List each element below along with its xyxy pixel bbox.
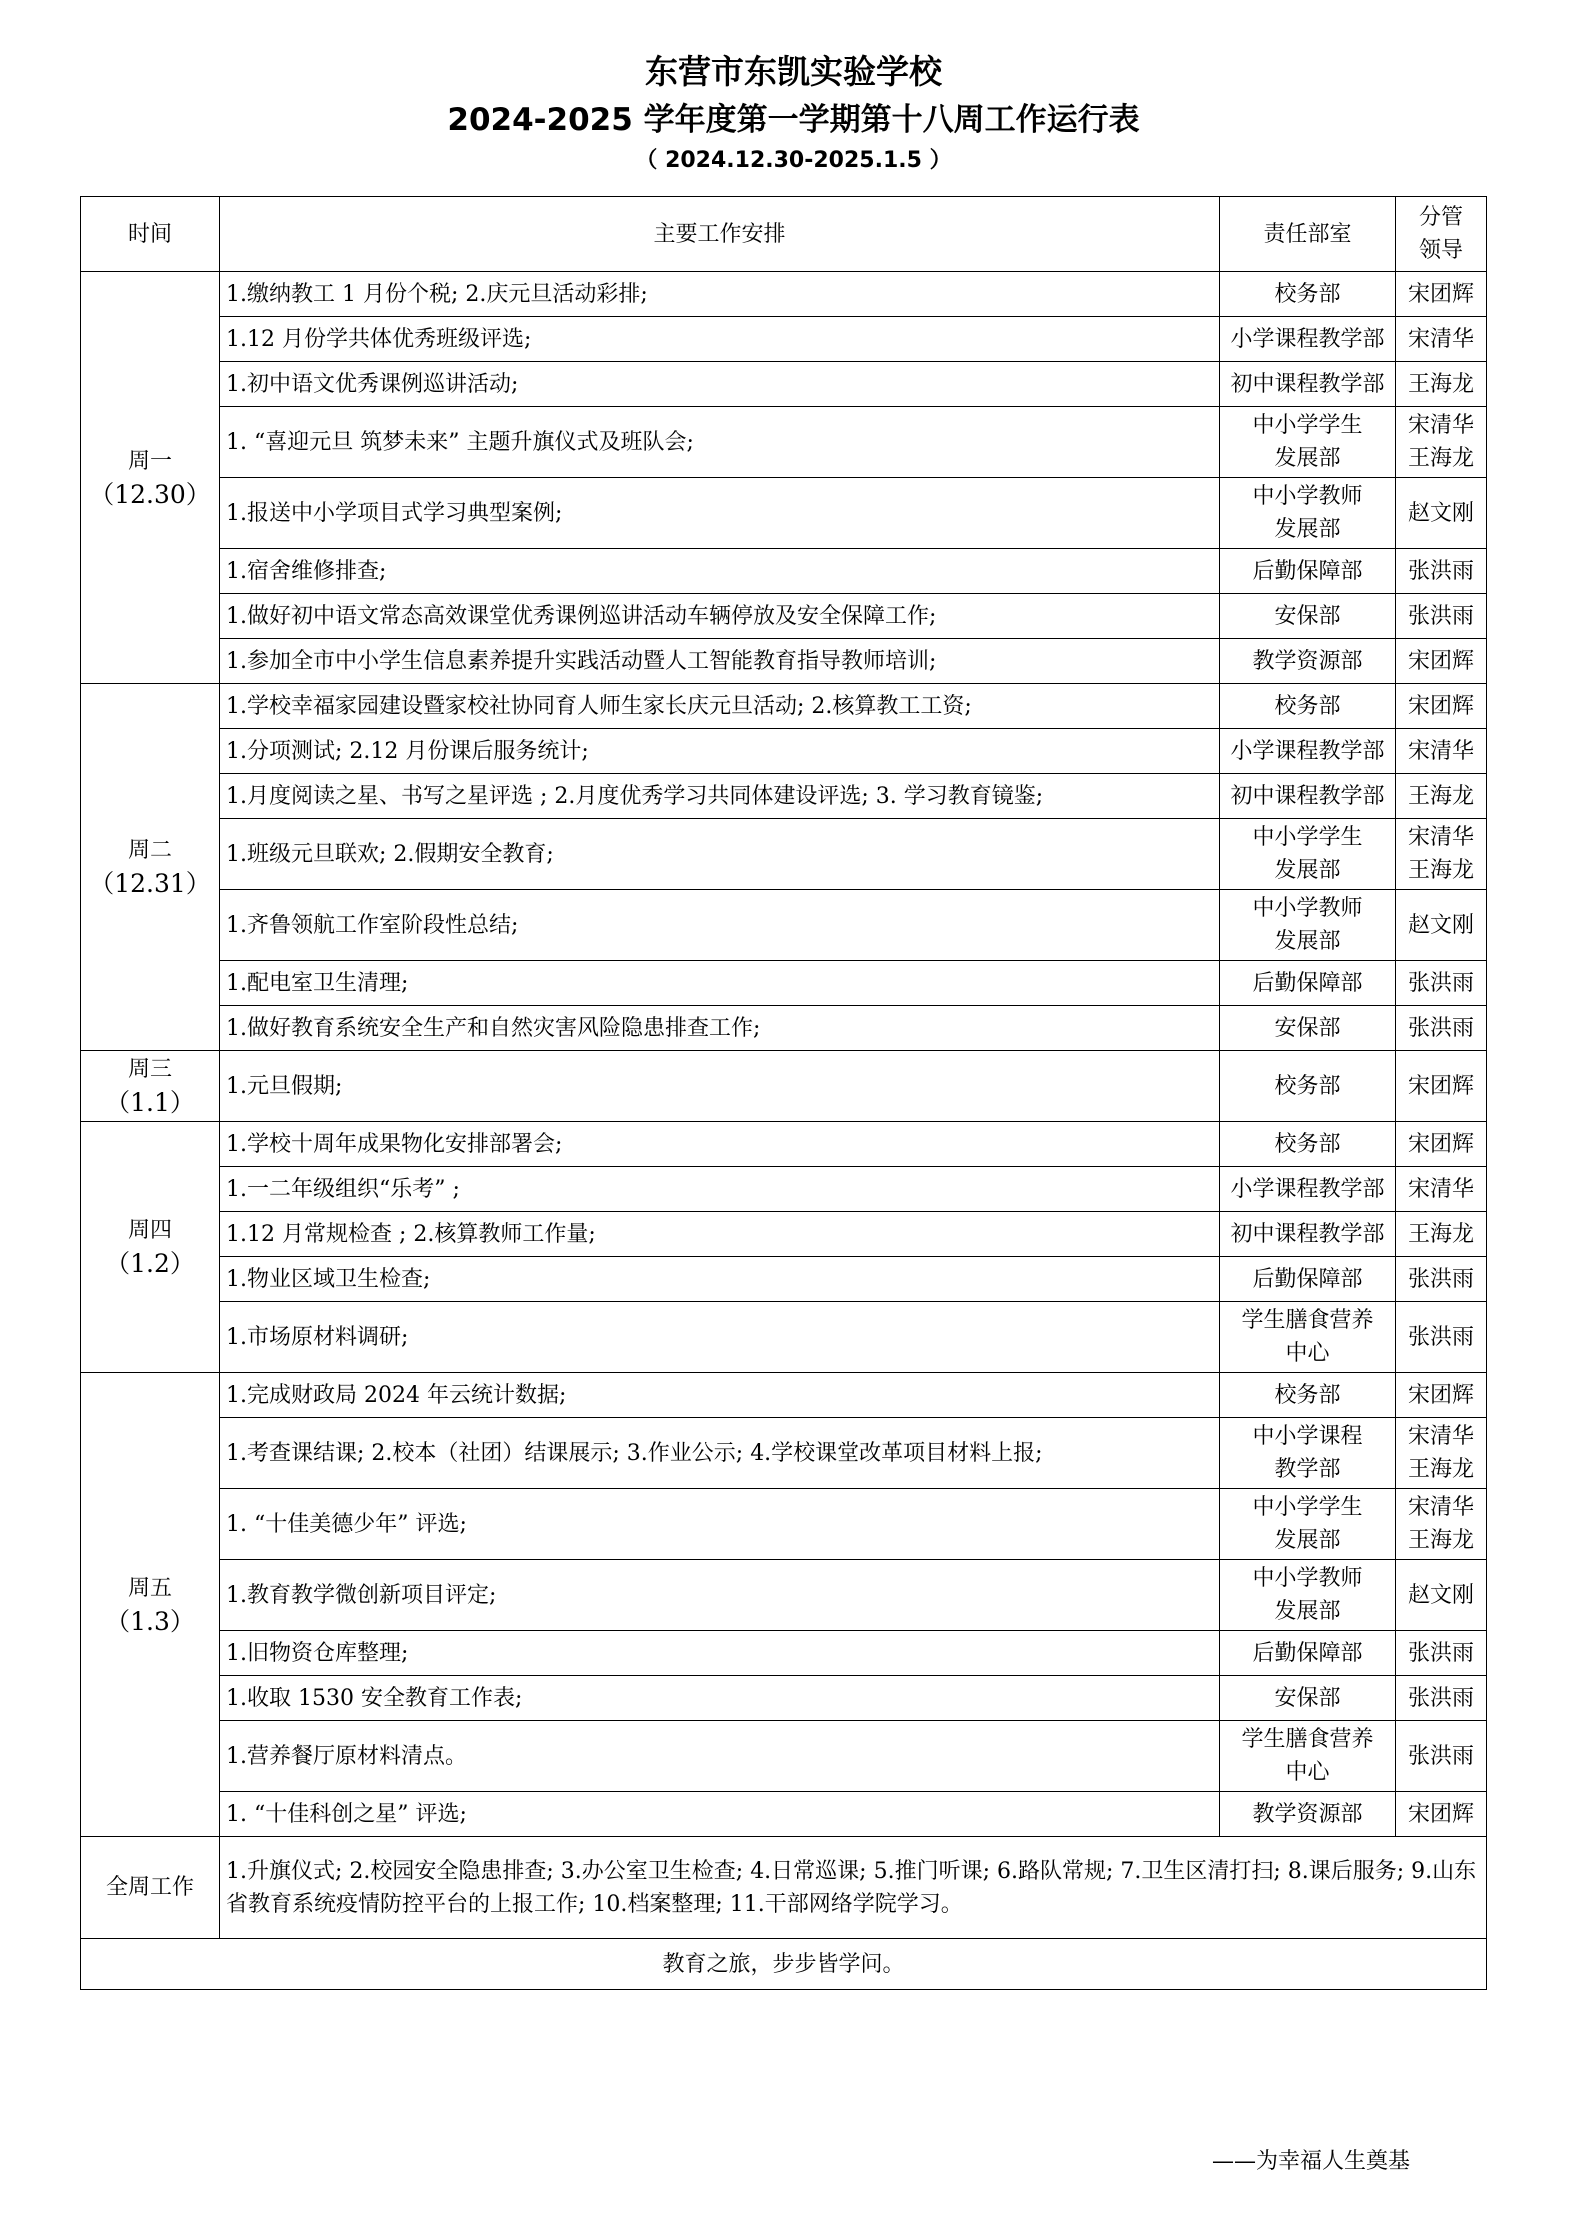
day-date: （12.31） — [89, 869, 211, 898]
task-cell: 1.12 月份学共体优秀班级评选; — [220, 317, 1220, 362]
task-cell: 1.齐鲁领航工作室阶段性总结; — [220, 890, 1220, 961]
day-date: （12.30） — [89, 479, 211, 509]
dept-line: 校务部 — [1274, 1131, 1341, 1157]
task-cell: 1.完成财政局 2024 年云统计数据; — [220, 1373, 1220, 1418]
header-lead-line2: 领导 — [1418, 238, 1463, 263]
lead-line: 宋团辉 — [1407, 1801, 1474, 1827]
dept-cell — [1220, 594, 1396, 639]
day-name: 周四 — [127, 1218, 172, 1243]
task-cell: 1.元旦假期; — [220, 1051, 1220, 1122]
dept-line: 中小学教师 — [1252, 1566, 1363, 1591]
table-row — [81, 729, 1487, 774]
lead-line: 张洪雨 — [1407, 1324, 1474, 1350]
day-name: 周二 — [127, 838, 172, 863]
lead-cell — [1396, 1212, 1487, 1257]
day-name: 周五 — [127, 1575, 172, 1601]
lead-line: 宋清华 — [1407, 413, 1474, 438]
lead-line: 宋团辉 — [1407, 1382, 1474, 1408]
task-cell: 1.学校幸福家园建设暨家校社协同育人师生家长庆元旦活动; 2.核算教工工资; — [220, 684, 1220, 729]
dept-cell — [1220, 961, 1396, 1006]
lead-cell — [1396, 1631, 1487, 1676]
lead-line: 王海龙 — [1407, 371, 1474, 397]
lead-line: 张洪雨 — [1407, 1685, 1474, 1711]
dept-line: 学生膳食营养 — [1241, 1308, 1374, 1333]
table-row — [81, 1167, 1487, 1212]
dept-cell — [1220, 1373, 1396, 1418]
dept-cell — [1220, 1418, 1396, 1489]
dept-line: 后勤保障部 — [1252, 558, 1363, 584]
lead-line: 张洪雨 — [1407, 970, 1474, 996]
lead-cell — [1396, 684, 1487, 729]
day-name: 周三 — [127, 1057, 172, 1082]
lead-cell — [1396, 1167, 1487, 1212]
lead-cell — [1396, 890, 1487, 961]
motto: 教育之旅，步步皆学问。 — [81, 1939, 1487, 1990]
lead-line: 王海龙 — [1407, 858, 1474, 883]
lead-line: 宋清华 — [1407, 1495, 1474, 1520]
lead-cell — [1396, 407, 1487, 478]
lead-line: 宋团辉 — [1407, 1131, 1474, 1157]
table-row — [81, 1792, 1487, 1837]
lead-line: 宋团辉 — [1407, 693, 1474, 719]
header-time: 时间 — [81, 197, 220, 272]
task-cell: 1.参加全市中小学生信息素养提升实践活动暨人工智能教育指导教师培训; — [220, 639, 1220, 684]
table-row — [81, 639, 1487, 684]
dept-cell — [1220, 1212, 1396, 1257]
dept-line: 教学资源部 — [1252, 1801, 1363, 1827]
header-tasks: 主要工作安排 — [220, 197, 1220, 272]
task-cell: 1.12 月常规检查 ; 2.核算教师工作量; — [220, 1212, 1220, 1257]
dept-cell — [1220, 549, 1396, 594]
dept-line: 安保部 — [1274, 1015, 1341, 1041]
table-row — [81, 272, 1487, 317]
lead-cell — [1396, 774, 1487, 819]
task-cell: 1.营养餐厅原材料清点。 — [220, 1721, 1220, 1792]
lead-line: 王海龙 — [1407, 1528, 1474, 1553]
dept-line: 初中课程教学部 — [1230, 1221, 1385, 1247]
dept-cell — [1220, 890, 1396, 961]
day-date: （1.2） — [105, 1249, 195, 1278]
all-week-row — [81, 1837, 1487, 1939]
motto-row — [81, 1939, 1487, 1990]
dept-cell — [1220, 729, 1396, 774]
dept-line: 中小学学生 — [1252, 825, 1363, 850]
dept-line: 发展部 — [1274, 517, 1341, 542]
lead-cell — [1396, 594, 1487, 639]
table-row — [81, 317, 1487, 362]
lead-line: 宋清华 — [1407, 1176, 1474, 1202]
lead-cell — [1396, 1489, 1487, 1560]
task-cell: 1.班级元旦联欢; 2.假期安全教育; — [220, 819, 1220, 890]
dept-line: 教学部 — [1274, 1457, 1341, 1482]
lead-line: 张洪雨 — [1407, 1640, 1474, 1666]
dept-cell — [1220, 1721, 1396, 1792]
lead-line: 王海龙 — [1407, 1457, 1474, 1482]
day-cell — [81, 1122, 220, 1373]
task-cell: 1.配电室卫生清理; — [220, 961, 1220, 1006]
table-row — [81, 1373, 1487, 1418]
dept-cell — [1220, 1257, 1396, 1302]
date-range: （ 2024.12.30-2025.1.5 ） — [635, 148, 952, 173]
task-cell: 1.报送中小学项目式学习典型案例; — [220, 478, 1220, 549]
lead-line: 宋团辉 — [1407, 1073, 1474, 1099]
lead-cell — [1396, 549, 1487, 594]
table-row — [81, 1489, 1487, 1560]
lead-line: 张洪雨 — [1407, 558, 1474, 584]
task-cell: 1.月度阅读之星、书写之星评选 ; 2.月度优秀学习共同体建设评选; 3. 学习教育镜鉴; — [220, 774, 1220, 819]
dept-cell — [1220, 774, 1396, 819]
dept-cell — [1220, 1631, 1396, 1676]
task-cell: 1.市场原材料调研; — [220, 1302, 1220, 1373]
table-row — [81, 684, 1487, 729]
dept-line: 中小学学生 — [1252, 413, 1363, 438]
lead-cell — [1396, 1792, 1487, 1837]
lead-line: 赵文刚 — [1407, 500, 1474, 526]
dept-line: 后勤保障部 — [1252, 1640, 1363, 1666]
footer-slogan: ——为幸福人生奠基 — [1212, 2149, 1411, 2174]
dept-cell — [1220, 1006, 1396, 1051]
dept-line: 中小学教师 — [1252, 484, 1363, 509]
dept-line: 学生膳食营养 — [1241, 1727, 1374, 1752]
dept-cell — [1220, 1122, 1396, 1167]
all-week-text: 1.升旗仪式; 2.校园安全隐患排查; 3.办公室卫生检查; 4.日常巡课; 5.推门听课; 6.路队常规; 7.卫生区清打扫; 8.课后服务; 9.山东省教育系统疫情防控平台的上报工作; 10.档案整理; 11.干部网络学院学习。 — [220, 1837, 1487, 1939]
lead-cell — [1396, 1051, 1487, 1122]
task-cell: 1.教育教学微创新项目评定; — [220, 1560, 1220, 1631]
lead-cell — [1396, 272, 1487, 317]
dept-line: 校务部 — [1274, 693, 1341, 719]
table-row — [81, 407, 1487, 478]
task-cell: 1.物业区域卫生检查; — [220, 1257, 1220, 1302]
header-dept: 责任部室 — [1220, 197, 1396, 272]
task-cell: 1.做好初中语文常态高效课堂优秀课例巡讲活动车辆停放及安全保障工作; — [220, 594, 1220, 639]
dept-line: 教学资源部 — [1252, 648, 1363, 674]
lead-line: 宋清华 — [1407, 326, 1474, 352]
table-row — [81, 961, 1487, 1006]
header-lead — [1396, 197, 1487, 272]
lead-cell — [1396, 362, 1487, 407]
table-row — [81, 1302, 1487, 1373]
lead-line: 王海龙 — [1407, 1221, 1474, 1247]
lead-line: 宋清华 — [1407, 738, 1474, 764]
lead-line: 张洪雨 — [1407, 603, 1474, 629]
task-cell: 1.一二年级组织“乐考” ; — [220, 1167, 1220, 1212]
lead-cell — [1396, 317, 1487, 362]
day-cell — [81, 1373, 220, 1837]
lead-line: 赵文刚 — [1407, 1582, 1474, 1608]
day-date: （1.1） — [105, 1088, 195, 1117]
lead-line: 宋清华 — [1407, 825, 1474, 850]
day-cell — [81, 272, 220, 684]
dept-line: 安保部 — [1274, 1685, 1341, 1711]
dept-cell — [1220, 639, 1396, 684]
dept-line: 小学课程教学部 — [1230, 1176, 1385, 1202]
task-cell: 1.旧物资仓库整理; — [220, 1631, 1220, 1676]
table-row — [81, 594, 1487, 639]
dept-line: 后勤保障部 — [1252, 970, 1363, 996]
dept-cell — [1220, 272, 1396, 317]
table-row — [81, 819, 1487, 890]
table-header-row — [81, 197, 1487, 272]
lead-cell — [1396, 1418, 1487, 1489]
dept-cell — [1220, 1489, 1396, 1560]
table-row — [81, 1006, 1487, 1051]
lead-line: 张洪雨 — [1407, 1015, 1474, 1041]
all-week-label: 全周工作 — [81, 1837, 220, 1939]
dept-line: 中心 — [1285, 1760, 1330, 1785]
dept-line: 小学课程教学部 — [1230, 326, 1385, 352]
dept-cell — [1220, 478, 1396, 549]
dept-line: 校务部 — [1274, 281, 1341, 307]
task-cell: 1.分项测试; 2.12 月份课后服务统计; — [220, 729, 1220, 774]
dept-line: 发展部 — [1274, 858, 1341, 883]
lead-line: 王海龙 — [1407, 783, 1474, 809]
dept-line: 校务部 — [1274, 1073, 1341, 1099]
lead-cell — [1396, 1302, 1487, 1373]
table-row — [81, 1631, 1487, 1676]
task-cell: 1.宿舍维修排查; — [220, 549, 1220, 594]
table-row — [81, 549, 1487, 594]
dept-cell — [1220, 1167, 1396, 1212]
lead-line: 宋团辉 — [1407, 281, 1474, 307]
dept-line: 中小学课程 — [1252, 1424, 1363, 1449]
lead-line: 王海龙 — [1407, 446, 1474, 471]
day-cell — [81, 1051, 220, 1122]
task-cell: 1. “十佳科创之星” 评选; — [220, 1792, 1220, 1837]
table-row — [81, 1721, 1487, 1792]
dept-cell — [1220, 362, 1396, 407]
day-name: 周一 — [127, 448, 172, 474]
lead-line: 宋团辉 — [1407, 648, 1474, 674]
summary-body — [81, 1837, 1487, 1990]
dept-cell — [1220, 1051, 1396, 1122]
school-name: 东营市东凯实验学校 — [645, 52, 942, 91]
day-date: （1.3） — [105, 1606, 195, 1636]
document-title: 2024-2025 学年度第一学期第十八周工作运行表 — [447, 102, 1140, 138]
dept-line: 初中课程教学部 — [1230, 371, 1385, 397]
lead-cell — [1396, 1122, 1487, 1167]
dept-line: 发展部 — [1274, 1599, 1341, 1624]
document-header — [0, 48, 1587, 178]
dept-cell — [1220, 1302, 1396, 1373]
task-cell: 1. “十佳美德少年” 评选; — [220, 1489, 1220, 1560]
table-row — [81, 774, 1487, 819]
dept-line: 小学课程教学部 — [1230, 738, 1385, 764]
dept-cell — [1220, 1560, 1396, 1631]
dept-line: 中小学教师 — [1252, 896, 1363, 921]
table-row — [81, 1676, 1487, 1721]
dept-line: 安保部 — [1274, 603, 1341, 629]
task-cell: 1.缴纳教工 1 月份个税; 2.庆元旦活动彩排; — [220, 272, 1220, 317]
dept-cell — [1220, 407, 1396, 478]
table-row — [81, 1122, 1487, 1167]
dept-cell — [1220, 819, 1396, 890]
dept-line: 发展部 — [1274, 1528, 1341, 1553]
lead-cell — [1396, 1676, 1487, 1721]
task-cell: 1.初中语文优秀课例巡讲活动; — [220, 362, 1220, 407]
lead-line: 宋清华 — [1407, 1424, 1474, 1449]
task-cell: 1.做好教育系统安全生产和自然灾害风险隐患排查工作; — [220, 1006, 1220, 1051]
dept-cell — [1220, 1792, 1396, 1837]
dept-line: 校务部 — [1274, 1382, 1341, 1408]
header-lead-line1: 分管 — [1418, 205, 1463, 230]
dept-line: 发展部 — [1274, 446, 1341, 471]
lead-cell — [1396, 729, 1487, 774]
dept-line: 后勤保障部 — [1252, 1266, 1363, 1292]
lead-cell — [1396, 1373, 1487, 1418]
lead-line: 张洪雨 — [1407, 1743, 1474, 1769]
lead-line: 张洪雨 — [1407, 1266, 1474, 1292]
lead-cell — [1396, 961, 1487, 1006]
task-cell: 1.考查课结课; 2.校本（社团）结课展示; 3.作业公示; 4.学校课堂改革项目材料上报; — [220, 1418, 1220, 1489]
table-row — [81, 1212, 1487, 1257]
dept-line: 初中课程教学部 — [1230, 783, 1385, 809]
lead-cell — [1396, 1721, 1487, 1792]
schedule-body — [81, 272, 1487, 1837]
lead-line: 赵文刚 — [1407, 912, 1474, 938]
schedule-table — [80, 196, 1487, 1990]
dept-line: 发展部 — [1274, 929, 1341, 954]
dept-cell — [1220, 684, 1396, 729]
lead-cell — [1396, 1257, 1487, 1302]
lead-cell — [1396, 1006, 1487, 1051]
table-row — [81, 890, 1487, 961]
task-cell: 1.收取 1530 安全教育工作表; — [220, 1676, 1220, 1721]
table-row — [81, 478, 1487, 549]
table-row — [81, 1051, 1487, 1122]
dept-cell — [1220, 1676, 1396, 1721]
table-row — [81, 1418, 1487, 1489]
lead-cell — [1396, 819, 1487, 890]
task-cell: 1. “喜迎元旦 筑梦未来” 主题升旗仪式及班队会; — [220, 407, 1220, 478]
lead-cell — [1396, 478, 1487, 549]
task-cell: 1.学校十周年成果物化安排部署会; — [220, 1122, 1220, 1167]
lead-cell — [1396, 639, 1487, 684]
dept-line: 中心 — [1285, 1341, 1330, 1366]
dept-line: 中小学学生 — [1252, 1495, 1363, 1520]
table-row — [81, 1257, 1487, 1302]
table-row — [81, 1560, 1487, 1631]
dept-cell — [1220, 317, 1396, 362]
table-row — [81, 362, 1487, 407]
lead-cell — [1396, 1560, 1487, 1631]
day-cell — [81, 684, 220, 1051]
